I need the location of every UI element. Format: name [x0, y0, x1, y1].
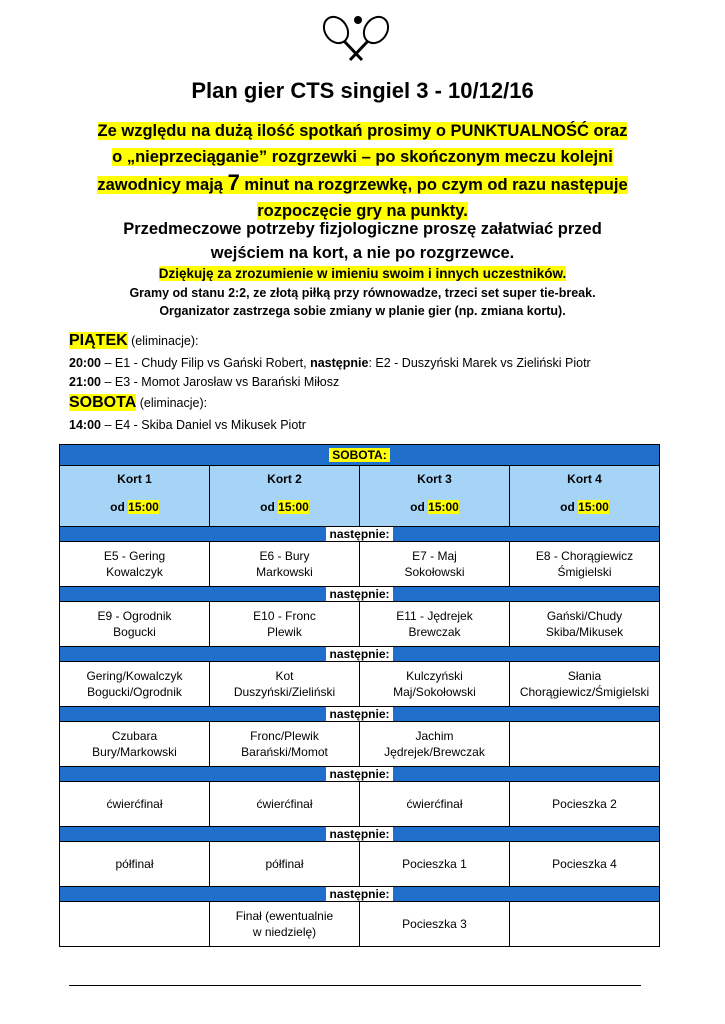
match-cell-line: Gański/Chudy: [546, 609, 623, 623]
saturday-note: (eliminacje):: [136, 396, 208, 410]
match-row: [60, 662, 660, 707]
court-cell: [60, 466, 210, 527]
match-cell-line: Pocieszka 2: [552, 797, 617, 811]
start-time: 15:00: [128, 500, 159, 514]
match-text-next: : E2 - Duszyński Marek vs Zieliński Piotr: [368, 356, 591, 370]
match-cell: [360, 722, 510, 767]
match-row: [60, 842, 660, 887]
saturday-label: SOBOTA: [69, 394, 137, 411]
court-start: [60, 500, 209, 514]
next-separator-row: [60, 767, 660, 782]
match-cell-line: Finał (ewentualnie: [235, 909, 334, 923]
match-cell: [510, 902, 660, 947]
court-name: Kort 2: [267, 472, 302, 486]
next-separator-label: następnie:: [326, 707, 392, 721]
match-cell-line: Pocieszka 3: [402, 917, 467, 931]
match-cell-line: Kowalczyk: [106, 565, 163, 579]
match-text: – E3 - Momot Jarosław vs Barański Miłosz: [100, 375, 340, 389]
match-cell: [510, 602, 660, 647]
match-cell-line: w niedzielę): [252, 925, 317, 939]
next-separator-label: następnie:: [326, 767, 392, 781]
match-cell: [210, 782, 360, 827]
match-cell: [60, 782, 210, 827]
schedule-header-cell: [60, 445, 660, 466]
next-separator-cell: [60, 707, 660, 722]
courts-row: [60, 466, 660, 527]
notice-line-5: Przedmeczowe potrzeby fizjologiczne proszę załatwiać przed: [123, 220, 602, 238]
notice-line-6: wejściem na kort, a nie po rozgrzewce.: [210, 244, 515, 262]
thanks-notice: [0, 265, 725, 283]
next-separator-row: [60, 707, 660, 722]
match-cell: [60, 662, 210, 707]
court-name: Kort 1: [117, 472, 152, 486]
match-cell: [360, 842, 510, 887]
match-cell: [360, 542, 510, 587]
friday-match-1: [69, 356, 591, 370]
match-cell-line: Jędrejek/Brewczak: [384, 745, 485, 759]
next-separator-cell: [60, 767, 660, 782]
match-text: – E4 - Skiba Daniel vs Mikusek Piotr: [100, 418, 306, 432]
rules-notice: [0, 284, 725, 320]
next-separator-cell: [60, 647, 660, 662]
match-row: [60, 902, 660, 947]
schedule-body: [60, 445, 660, 947]
match-time: 21:00: [69, 375, 101, 389]
from-label: od: [260, 500, 279, 514]
match-cell-line: E7 - Maj: [412, 549, 457, 563]
from-label: od: [110, 500, 129, 514]
notice-line-4: rozpoczęcie gry na punkty.: [257, 202, 468, 220]
schedule-header: SOBOTA:: [329, 448, 389, 462]
match-time: 14:00: [69, 418, 101, 432]
match-cell-line: E8 - Chorągiewicz: [535, 549, 634, 563]
tennis-rackets-logo: [318, 14, 394, 64]
match-cell-line: Chorągiewicz/Śmigielski: [519, 685, 650, 699]
next-separator-row: [60, 647, 660, 662]
match-row: [60, 722, 660, 767]
match-cell-line: Sokołowski: [404, 565, 465, 579]
match-cell: [210, 842, 360, 887]
match-cell: [210, 662, 360, 707]
match-cell-line: ćwierćfinał: [106, 797, 163, 811]
next-separator-row: [60, 827, 660, 842]
next-label: następnie: [310, 356, 369, 370]
next-separator-cell: [60, 587, 660, 602]
match-cell-line: Kot: [275, 669, 294, 683]
court-cell: [210, 466, 360, 527]
match-cell: [60, 722, 210, 767]
match-cell: [510, 782, 660, 827]
notice-line-7: Dziękuję za zrozumienie w imieniu swoim i innych uczestników.: [158, 266, 567, 281]
match-cell-line: Gering/Kowalczyk: [86, 669, 183, 683]
bottom-rule: [69, 985, 641, 986]
match-row: [60, 782, 660, 827]
next-separator-cell: [60, 527, 660, 542]
match-cell-line: E6 - Bury: [259, 549, 310, 563]
match-cell-line: Jachim: [415, 729, 454, 743]
match-cell-line: ćwierćfinał: [406, 797, 463, 811]
friday-note: (eliminacje):: [127, 334, 199, 348]
match-cell: [60, 842, 210, 887]
match-cell: [510, 842, 660, 887]
match-text: – E1 - Chudy Filip vs Gański Robert,: [100, 356, 311, 370]
match-cell: [60, 542, 210, 587]
friday-match-2: [69, 375, 339, 389]
match-cell-line: Maj/Sokołowski: [393, 685, 476, 699]
match-cell-line: Śmigielski: [557, 565, 612, 579]
next-separator-label: następnie:: [326, 827, 392, 841]
from-label: od: [410, 500, 429, 514]
match-row: [60, 602, 660, 647]
court-cell: [510, 466, 660, 527]
match-cell-line: Barański/Momot: [241, 745, 328, 759]
next-separator-row: [60, 527, 660, 542]
match-row: [60, 542, 660, 587]
match-cell-line: Czubara: [111, 729, 158, 743]
match-cell: [360, 782, 510, 827]
next-separator-row: [60, 887, 660, 902]
notice-line-3a: zawodnicy mają: [97, 176, 228, 194]
match-cell-line: Skiba/Mikusek: [545, 625, 624, 639]
match-cell-line: Kulczyński: [406, 669, 463, 683]
start-time: 15:00: [428, 500, 459, 514]
match-cell: [360, 662, 510, 707]
match-cell-line: E11 - Jędrejek: [396, 609, 473, 623]
match-cell: [510, 542, 660, 587]
match-cell: [210, 542, 360, 587]
match-cell: [210, 722, 360, 767]
notice-line-9: Organizator zastrzega sobie zmiany w planie gier (np. zmiana kortu).: [159, 304, 566, 318]
court-start: [360, 500, 509, 514]
match-cell: [210, 902, 360, 947]
match-time: 20:00: [69, 356, 101, 370]
punctuality-notice: [0, 118, 725, 224]
from-label: od: [560, 500, 579, 514]
court-name: Kort 3: [417, 472, 452, 486]
match-cell-line: półfinał: [265, 857, 304, 871]
match-cell-line: Pocieszka 4: [552, 857, 617, 871]
match-cell: [60, 902, 210, 947]
match-cell-line: Pocieszka 1: [402, 857, 467, 871]
page-title: Plan gier CTS singiel 3 - 10/12/16: [191, 78, 534, 103]
saturday-schedule-table: [59, 444, 660, 947]
match-cell-line: Bury/Markowski: [92, 745, 177, 759]
match-cell: [510, 722, 660, 767]
schedule-header-row: [60, 445, 660, 466]
match-cell: [360, 902, 510, 947]
court-cell: [360, 466, 510, 527]
court-name: Kort 4: [567, 472, 602, 486]
match-cell-line: Słania: [567, 669, 602, 683]
next-separator-label: następnie:: [326, 587, 392, 601]
next-separator-label: następnie:: [326, 887, 392, 901]
friday-heading: [69, 332, 199, 350]
match-cell: [360, 602, 510, 647]
next-separator-cell: [60, 887, 660, 902]
court-start: [210, 500, 359, 514]
court-start: [510, 500, 659, 514]
notice-line-3: [97, 170, 628, 195]
start-time: 15:00: [278, 500, 309, 514]
match-cell-line: Bogucki: [113, 625, 156, 639]
match-cell-line: Fronc/Plewik: [250, 729, 319, 743]
next-separator-label: następnie:: [326, 647, 392, 661]
match-cell-line: Brewczak: [408, 625, 461, 639]
match-cell-line: E10 - Fronc: [253, 609, 316, 623]
next-separator-label: następnie:: [326, 527, 392, 541]
match-cell: [60, 602, 210, 647]
match-cell-line: Duszyński/Zieliński: [233, 685, 336, 699]
match-cell-line: Plewik: [267, 625, 302, 639]
match-cell-line: półfinał: [115, 857, 154, 871]
match-cell-line: E5 - Gering: [103, 549, 166, 563]
match-cell-line: ćwierćfinał: [256, 797, 313, 811]
warmup-minutes: 7: [227, 170, 240, 195]
notice-line-8: Gramy od stanu 2:2, ze złotą piłką przy równowadze, trzeci set super tie-break.: [129, 286, 596, 300]
saturday-match-1: [69, 418, 306, 432]
next-separator-cell: [60, 827, 660, 842]
notice-line-1: Ze względu na dużą ilość spotkań prosimy o PUNKTUALNOŚĆ oraz: [97, 122, 628, 140]
saturday-heading: [69, 394, 207, 412]
hygiene-notice: [0, 217, 725, 265]
match-cell: [510, 662, 660, 707]
start-time: 15:00: [578, 500, 609, 514]
friday-label: PIĄTEK: [69, 332, 128, 349]
match-cell-line: Markowski: [256, 565, 313, 579]
notice-line-3c: minut na rozgrzewkę, po czym od razu następuje: [239, 176, 628, 194]
match-cell: [210, 602, 360, 647]
match-cell-line: E9 - Ogrodnik: [97, 609, 172, 623]
match-cell-line: Bogucki/Ogrodnik: [87, 685, 182, 699]
next-separator-row: [60, 587, 660, 602]
notice-line-2: o „nieprzeciąganie” rozgrzewki – po skończonym meczu kolejni: [112, 148, 613, 166]
